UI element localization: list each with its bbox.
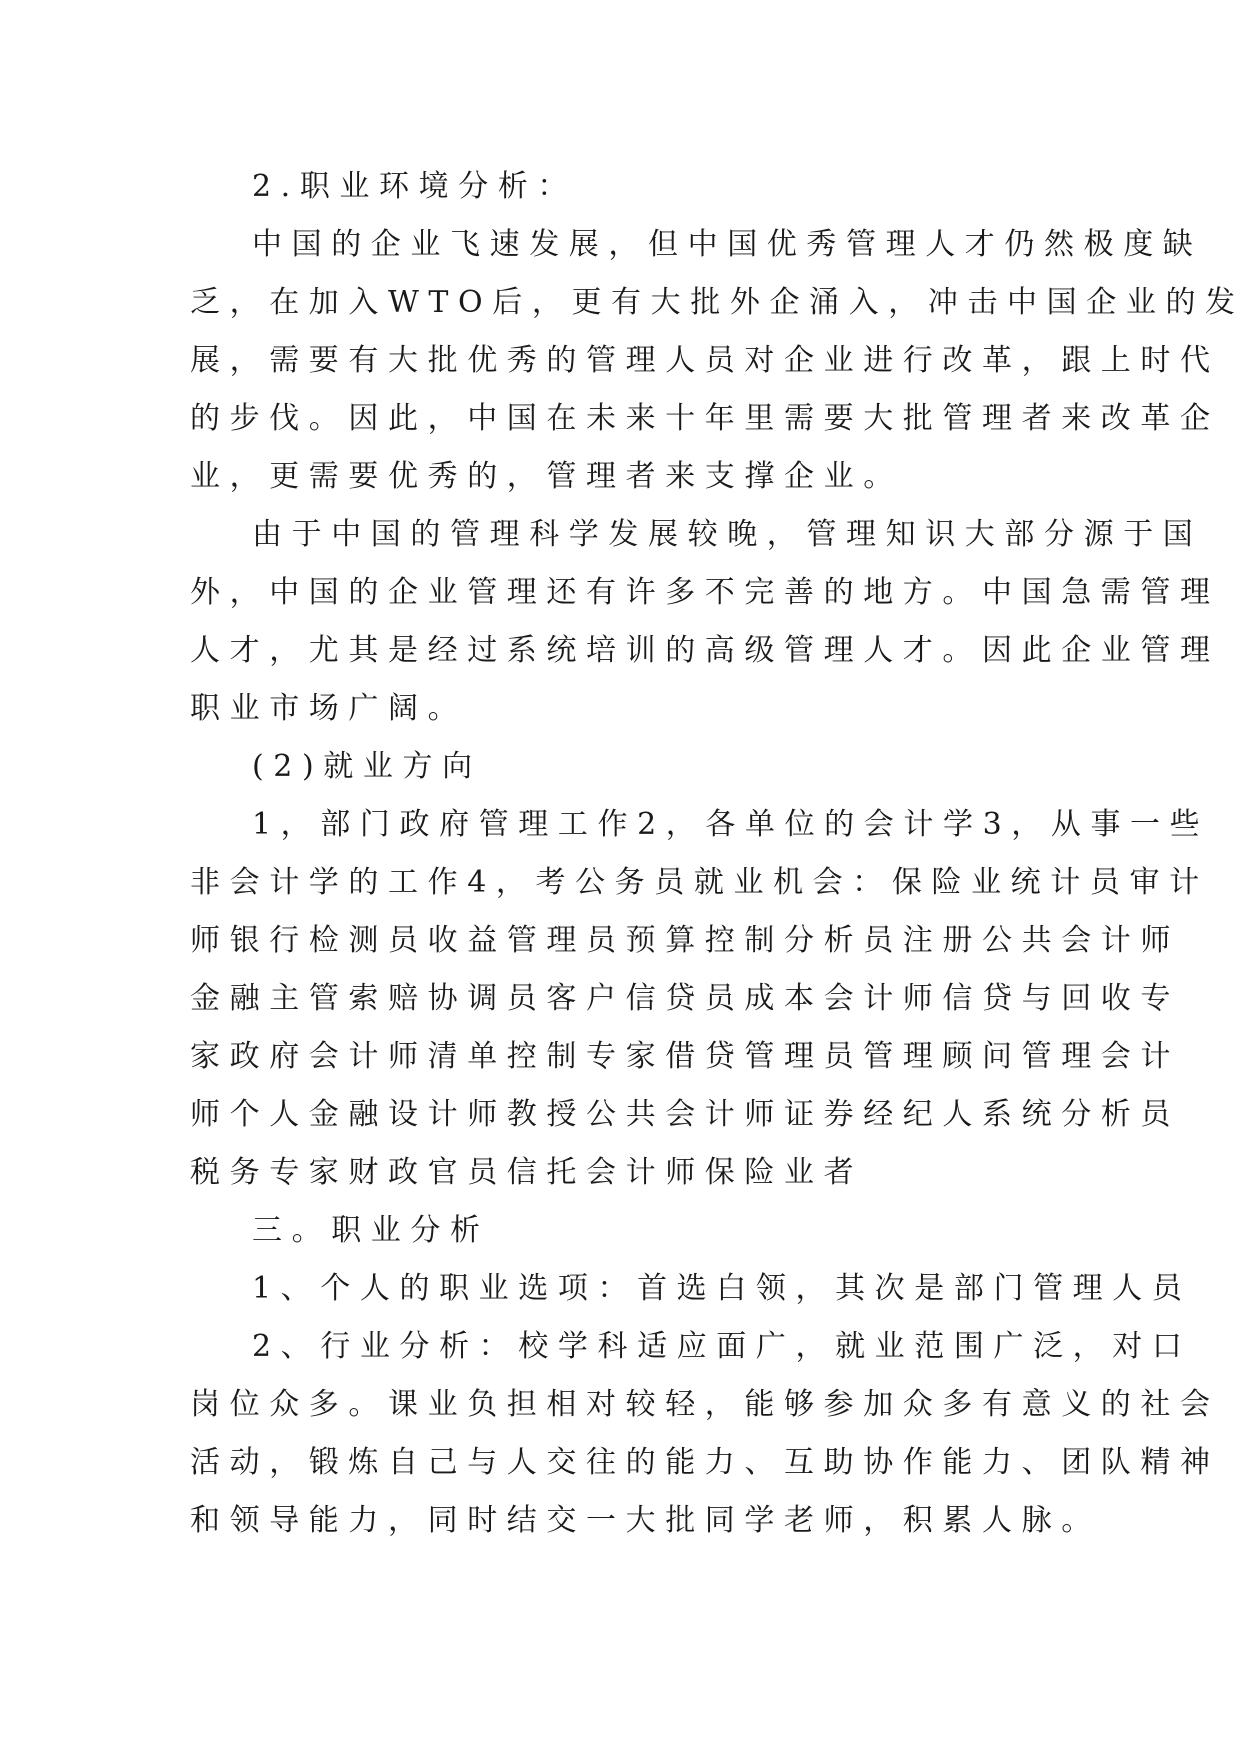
paragraph-line: 税务专家财政官员信托会计师保险业者: [190, 1155, 864, 1190]
paragraph-line: 师个人金融设计师教授公共会计师证券经纪人系统分析员: [190, 1097, 1180, 1132]
paragraph-line: 岗位众多。课业负担相对较轻，能够参加众多有意义的社会: [190, 1387, 1220, 1422]
document-body: [190, 158, 1245, 1550]
paragraph-line: 1、个人的职业选项：首选白领，其次是部门管理人员: [252, 1271, 1192, 1306]
paragraph-line: 2、行业分析：校学科适应面广，就业范围广泛，对口: [252, 1329, 1192, 1364]
paragraph-line: 展，需要有大批优秀的管理人员对企业进行改革，跟上时代: [190, 343, 1220, 378]
paragraph-line: 1，部门政府管理工作2，各单位的会计学3，从事一些: [252, 807, 1210, 842]
paragraph-line: 金融主管索赔协调员客户信贷员成本会计师信贷与回收专: [190, 981, 1180, 1016]
paragraph-line: 外，中国的企业管理还有许多不完善的地方。中国急需管理: [190, 575, 1220, 610]
paragraph-line: 乏，在加入WTO后，更有大批外企涌入，冲击中国企业的发: [190, 285, 1245, 320]
paragraph-line: 业，更需要优秀的，管理者来支撑企业。: [190, 459, 903, 494]
paragraph-line: 中国的企业飞速发展，但中国优秀管理人才仍然极度缺: [252, 227, 1203, 262]
paragraph-line: 活动，锻炼自己与人交往的能力、互助协作能力、团队精神: [190, 1445, 1220, 1480]
paragraph-line: 非会计学的工作4，考公务员就业机会：保险业统计员审计: [190, 865, 1209, 900]
paragraph-line: 职业市场广阔。: [190, 691, 468, 726]
paragraph-line: 人才，尤其是经过系统培训的高级管理人才。因此企业管理: [190, 633, 1220, 668]
paragraph-line: 师银行检测员收益管理员预算控制分析员注册公共会计师: [190, 923, 1180, 958]
section-heading: 2.职业环境分析：: [252, 169, 578, 204]
paragraph-line: 的步伐。因此，中国在未来十年里需要大批管理者来改革企: [190, 401, 1220, 436]
section-heading: 三。职业分析: [252, 1213, 490, 1248]
paragraph-line: 家政府会计师清单控制专家借贷管理员管理顾问管理会计: [190, 1039, 1180, 1074]
paragraph-line: 由于中国的管理科学发展较晚，管理知识大部分源于国: [252, 517, 1203, 552]
paragraph-line: 和领导能力，同时结交一大批同学老师，积累人脉。: [190, 1503, 1101, 1538]
section-heading: (2)就业方向: [252, 749, 482, 784]
